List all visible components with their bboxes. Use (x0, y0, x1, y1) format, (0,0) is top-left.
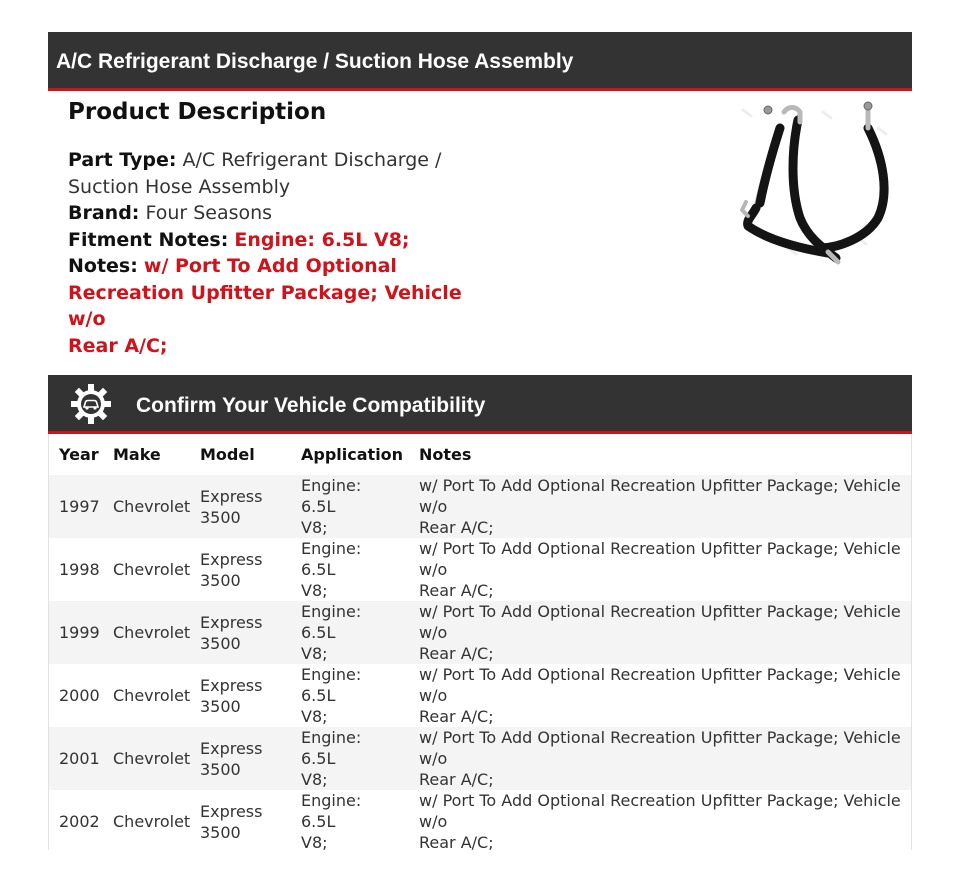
table-row (49, 538, 911, 601)
gear-car-icon (70, 383, 112, 425)
fitment-line (68, 227, 488, 254)
application-cell: Engine: 6.5L V8; (291, 727, 409, 790)
part-type-label: Part Type: (68, 149, 177, 171)
col-notes: Notes (419, 445, 472, 464)
brand-label: Brand: (68, 202, 140, 224)
model-cell: Express 3500 (190, 601, 291, 664)
model-cell: Express 3500 (190, 475, 291, 538)
make-cell: Chevrolet (103, 538, 190, 601)
model-cell: Express 3500 (190, 538, 291, 601)
product-description (68, 96, 488, 359)
notes-line (68, 253, 488, 280)
make-cell: Chevrolet (103, 664, 190, 727)
notes-cell: w/ Port To Add Optional Recreation Upfitter Package; Vehicle w/o Rear A/C; (409, 664, 911, 727)
page-title: A/C Refrigerant Discharge / Suction Hose Assembly (56, 50, 574, 73)
col-application: Application (301, 445, 404, 464)
compatibility-title: Confirm Your Vehicle Compatibility (136, 394, 486, 417)
part-type-value: A/C Refrigerant Discharge / (182, 149, 442, 171)
application-cell: Engine: 6.5L V8; (291, 664, 409, 727)
model-cell: Express 3500 (190, 790, 291, 853)
application-cell: Engine: 6.5L V8; (291, 601, 409, 664)
compatibility-table (48, 434, 912, 850)
model-cell: Express 3500 (190, 664, 291, 727)
year-cell: 1998 (49, 538, 103, 601)
application-cell: Engine: 6.5L V8; (291, 790, 409, 853)
brand-line (68, 200, 488, 227)
col-make: Make (113, 445, 161, 464)
notes-cell: w/ Port To Add Optional Recreation Upfitter Package; Vehicle w/o Rear A/C; (409, 538, 911, 601)
col-model: Model (200, 445, 255, 464)
description-heading: Product Description (68, 99, 327, 125)
notes-value-cont: Recreation Upfitter Package; Vehicle w/o (68, 281, 462, 330)
notes-value: w/ Port To Add Optional (143, 255, 397, 277)
brand-value: Four Seasons (145, 202, 273, 224)
year-cell: 2000 (49, 664, 103, 727)
table-header-row (49, 434, 911, 475)
make-cell: Chevrolet (103, 475, 190, 538)
year-cell: 1997 (49, 475, 103, 538)
hose-assembly-image (728, 98, 908, 273)
application-cell: Engine: 6.5L V8; (291, 475, 409, 538)
col-year: Year (59, 445, 99, 464)
compatibility-bar (48, 375, 912, 434)
make-cell: Chevrolet (103, 727, 190, 790)
notes-label: Notes: (68, 255, 138, 277)
table-row (49, 475, 911, 538)
make-cell: Chevrolet (103, 790, 190, 853)
notes-cell: w/ Port To Add Optional Recreation Upfitter Package; Vehicle w/o Rear A/C; (409, 790, 911, 853)
notes-cell: w/ Port To Add Optional Recreation Upfitter Package; Vehicle w/o Rear A/C; (409, 601, 911, 664)
application-cell: Engine: 6.5L V8; (291, 538, 409, 601)
fitment-value: Engine: 6.5L V8; (234, 228, 410, 251)
part-type-value-cont: Suction Hose Assembly (68, 175, 291, 198)
table-row (49, 727, 911, 790)
notes-cell: w/ Port To Add Optional Recreation Upfitter Package; Vehicle w/o Rear A/C; (409, 475, 911, 538)
part-type-line (68, 147, 488, 174)
fitment-label: Fitment Notes: (68, 228, 229, 251)
table-row (49, 664, 911, 727)
year-cell: 2002 (49, 790, 103, 853)
model-cell: Express 3500 (190, 727, 291, 790)
table-row (49, 601, 911, 664)
year-cell: 1999 (49, 601, 103, 664)
notes-cell: w/ Port To Add Optional Recreation Upfitter Package; Vehicle w/o Rear A/C; (409, 727, 911, 790)
table-row (49, 790, 911, 853)
make-cell: Chevrolet (103, 601, 190, 664)
year-cell: 2001 (49, 727, 103, 790)
title-bar (48, 32, 912, 91)
notes-value-end: Rear A/C; (68, 334, 168, 357)
